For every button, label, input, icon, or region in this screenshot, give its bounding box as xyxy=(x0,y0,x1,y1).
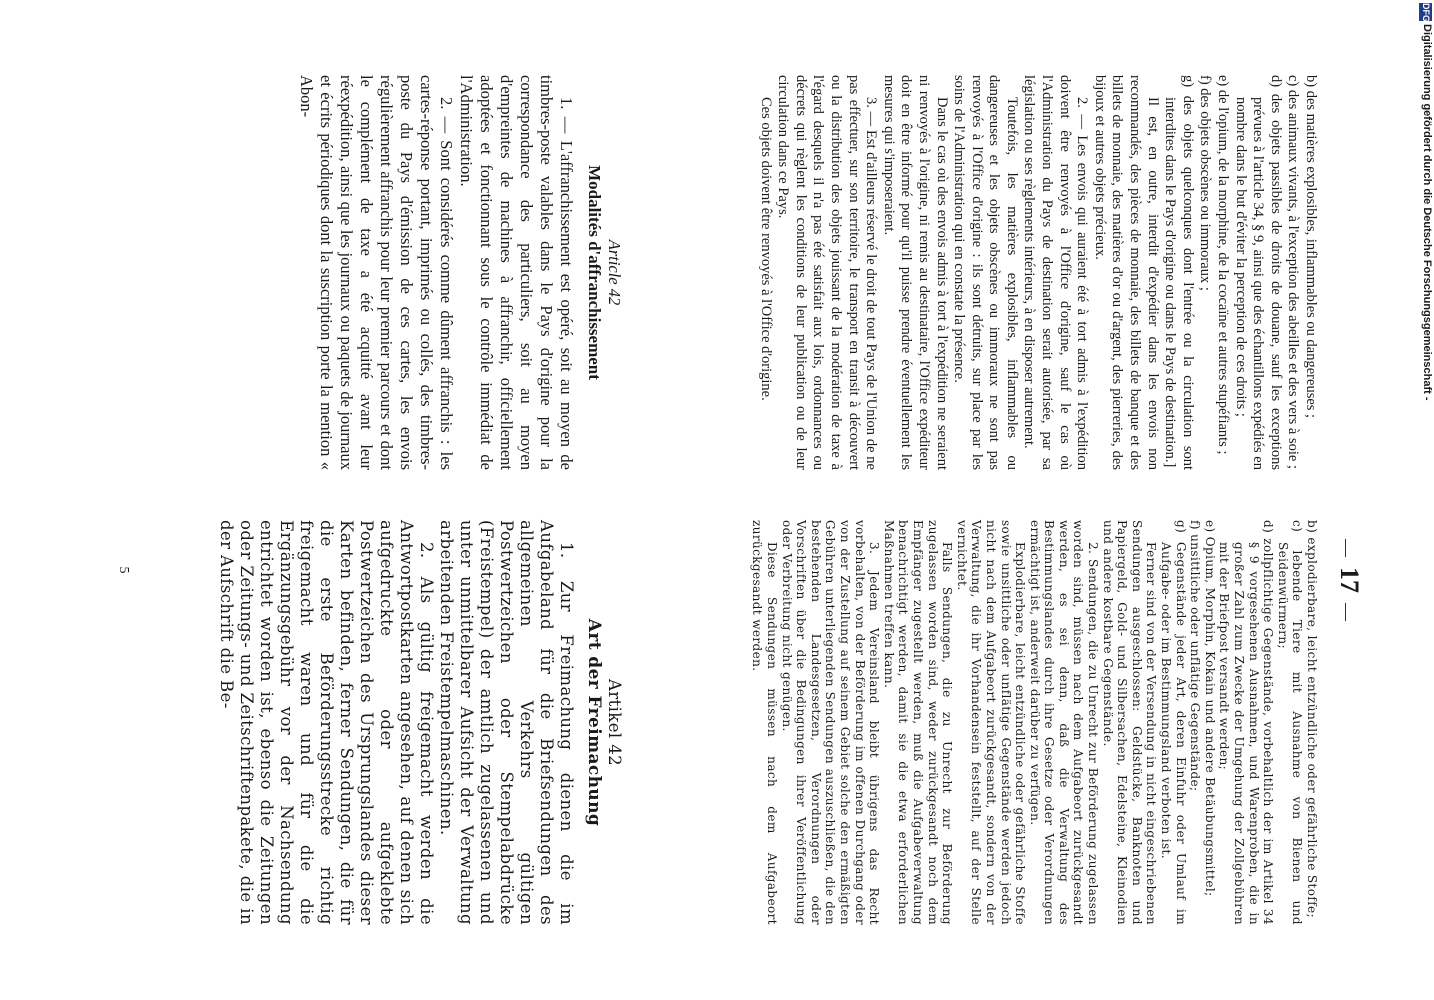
de-paragraph: Ferner sind von der Versendung in nicht eingeschriebenen Sendungen ausgeschlossen: Geldstücke, Banknoten und Papiergeld, Gold- und Silbersachen, Edelsteine, Kleinodien und andere kostbare Gegenstände. xyxy=(1100,520,1159,925)
page-number-text: 17 xyxy=(1335,567,1364,593)
de-article-title: Artikel 42 xyxy=(605,679,624,766)
dash-right: — xyxy=(1337,603,1357,621)
fr-item-c: c) des animaux vivants, à l'exception des abeilles et des vers à soie ; xyxy=(1285,75,1302,469)
de-paragraph: Explodierbare, leicht entzündliche oder gefährliche Stoffe sowie unsittliche oder unflätige Gegenstände werden jedoch nicht nach dem Aufgabeort zurückgesandt, sondern von der Verwaltung, die ihr Vorhandensein feststellt, auf der Stelle vernichtet. xyxy=(954,520,1028,925)
fr-paragraph: Dans le cas où des envois admis à tort à l'expédition ne seraient ni renvoyés à l'origine, ni remis au destinataire, l'Office expéditeur doit en être informé pour qu'il puisse prendre éventuellement les mesures qui s'imposeraient. xyxy=(880,75,950,470)
de-paragraph: 1. Zur Freimachung dienen die im Aufgabeland für die Briefsendungen des allgemeinen Verkehrs gültigen Postwertzeichen oder Stempelabdrücke (Freistempel) der amtlich zugelassenen und unter unmittelbarer Aufsicht der Verwaltung arbeitenden Freistempelmaschinen. xyxy=(437,520,576,925)
footer-page-number: 5 xyxy=(116,566,131,574)
french-column-bottom xyxy=(296,75,624,470)
fr-paragraph: 3. — Est d'ailleurs réservé le droit de tout Pays de l'Union de ne pas effectuer, sur son territoire, le transport en transit à découvert ou la distribution des objets jouissant de la modération de taxe à l'égard desquels il n'a pas été satisfait aux lois, ordonnances ou décrets qui règlent les conditions de leur publication ou de leur circulation dans ce Pays. xyxy=(775,75,880,470)
fr-paragraph: 2. — Les envois qui auraient été à tort admis à l'expédition doivent être renvoyés à l'Office d'origine, sauf le cas où l'Administration du Pays de destination serait autorisée, par sa législation ou ses règlements intérieurs, à en disposer autrement. xyxy=(1021,75,1091,470)
dash-left: — xyxy=(1337,539,1357,557)
de-article-heading: Art der Freimachung xyxy=(584,618,604,827)
de-paragraph: Diese Sendungen müssen nach dem Aufgabeort zurückgesandt werden. xyxy=(750,520,780,925)
de-paragraph: 2. Sendungen, die zu Unrecht zur Beförderung zugelassen worden sind, müssen nach dem Aufgabeort zurückgesandt werden, es sei denn, daß die Verwaltung des Bestimmungslandes durch ihre Gesetze oder Verordnungen ermächtigt ist, anderweit darüber zu verfügen. xyxy=(1027,520,1101,925)
fr-item-f: f) des objets obscènes ou immoraux ; xyxy=(1197,75,1214,291)
digitization-notice xyxy=(1414,0,1434,1000)
de-item-e: e) Opium, Morphin, Kokain und andere Betäubungsmittel; xyxy=(1202,520,1217,897)
de-item-g: g) Gegenstände jeder Art, deren Einfuhr oder Umlauf im Aufgabe- oder im Bestimmungsland verboten ist. xyxy=(1159,520,1188,925)
fr-item-b: b) des matières explosibles, inflammables ou dangereuses ; xyxy=(1303,75,1319,419)
fr-paragraph: Ces objets doivent être renvoyés à l'Office d'origine. xyxy=(757,97,774,401)
de-paragraph: Falls Sendungen, die zu Unrecht zur Beförderung zugelassen worden sind, weder zurückgesandt noch dem Empfänger zugestellt werden, muß die Aufgabeverwaltung benachrichtigt werden, damit sie die etwa erforderlichen Maßnahmen treffen kann. xyxy=(881,520,955,925)
de-item-f: f) unsittliche oder unflätige Gegenstände; xyxy=(1188,520,1203,792)
de-paragraph: 2. Als gültig freigemacht werden die Antwortpostkarten angesehen, auf denen sich aufgedruckte oder aufgeklebte Postwertzeichen des Ursprungslandes dieser Karten befinden, ferner Sendungen, die für die erste Beförderungsstrecke richtig freigemacht waren und für die die Ergänzungsgebühr vor der Nachsendung entrichtet worden ist, ebenso die Zeitungen oder Zeitungs- und Zeitschriftenpakete, die in der Aufschrift die Be- xyxy=(217,520,436,925)
fr-item-g: g) des objets quelconques dont l'entrée ou la circulation sont interdites dans le Pays d'origine ou dans le Pays de destination.] xyxy=(1162,75,1196,470)
de-item-b: b) explodierbare, leicht entzündliche oder gefährliche Stoffe; xyxy=(1305,520,1319,919)
de-paragraph: 3. Jedem Vereinsland bleibt übrigens das Recht vorbehalten, von der Beförderung im offenen Durchgang oder von der Zustellung auf seinem Gebiet solche den ermäßigten Gebühren unterliegenden Sendungen auszuschließen, die den bestehenden Landesgesetzen, Verordnungen oder Vorschriften über die Bedingungen ihrer Veröffentlichung oder Verbreitung nicht genügen. xyxy=(779,520,882,925)
fr-item-d: d) des objets passibles de droits de douane, sauf les exceptions prévues à l'article 34, § 9, ainsi que des échantillons expédiés en nombre dans le but d'éviter la perception de ces droits ; xyxy=(1232,75,1284,470)
fr-paragraph: 1. — L'affranchissement est opéré, soit au moyen de timbres-poste valables dans le Pays d'origine pour la correspondance des particuliers, soit au moyen d'empreintes de machines à affranchir, officiellement adoptées et fonctionnant sous le contrôle immédiat de l'Administration. xyxy=(457,75,576,470)
de-item-d: d) zollpflichtige Gegenstände, vorbehaltlich der im Artikel 34 § 9 vorgesehenen Ausnahmen, und Warenproben, die in großer Zahl zum Zwecke der Umgehung der Zollgebühren mit der Briefpost versandt werden; xyxy=(1217,520,1276,925)
fr-article-heading: Modalités d'affranchissement xyxy=(585,165,604,380)
fr-item-e: e) de l'opium, de la morphine, de la cocaïne et autres stupéfiants ; xyxy=(1215,75,1232,455)
fr-article-title: Article 42 xyxy=(605,239,624,306)
german-column-bottom xyxy=(216,520,624,925)
dfg-logo: DFG xyxy=(1421,3,1431,22)
fr-paragraph: 2. — Sont considérés comme dûment affranchis : les cartes-réponse portant, imprimés ou collés, des timbres-poste du Pays d'émission de ces cartes, les envois régulièrement affranchis pour leur premier parcours et dont le complément de taxe a été acquitté avant leur réexpédition, ainsi que les journaux ou paquets de journaux et écrits périodiques dont la suscription porte la mention « Abon- xyxy=(297,75,456,470)
digitization-text: Digitalisierung gefördert durch die Deutsche Forschungsgemeinschaft - xyxy=(1421,24,1433,401)
de-item-c: c) lebende Tiere mit Ausnahme von Bienen und Seidenwürmern; xyxy=(1275,520,1305,925)
german-column-top xyxy=(750,520,1319,925)
page-number xyxy=(1334,480,1364,680)
fr-paragraph: Toutefois, les matières explosibles, inflammables ou dangereuses et les objets obscènes ou immoraux ne sont pas renvoyés à l'Office d'origine : ils sont détruits, sur place par les soins de l'Administration qui en constate la présence. xyxy=(951,75,1020,470)
fr-paragraph: Il est, en outre, interdit d'expédier dans les envois non recommandés, des pièces de monnaie, des billets de banque et des billets de monnaie, des matières d'or ou d'argent, des pierreries, des bijoux et autres objets précieux. xyxy=(1091,75,1161,470)
french-column-top xyxy=(756,75,1319,470)
